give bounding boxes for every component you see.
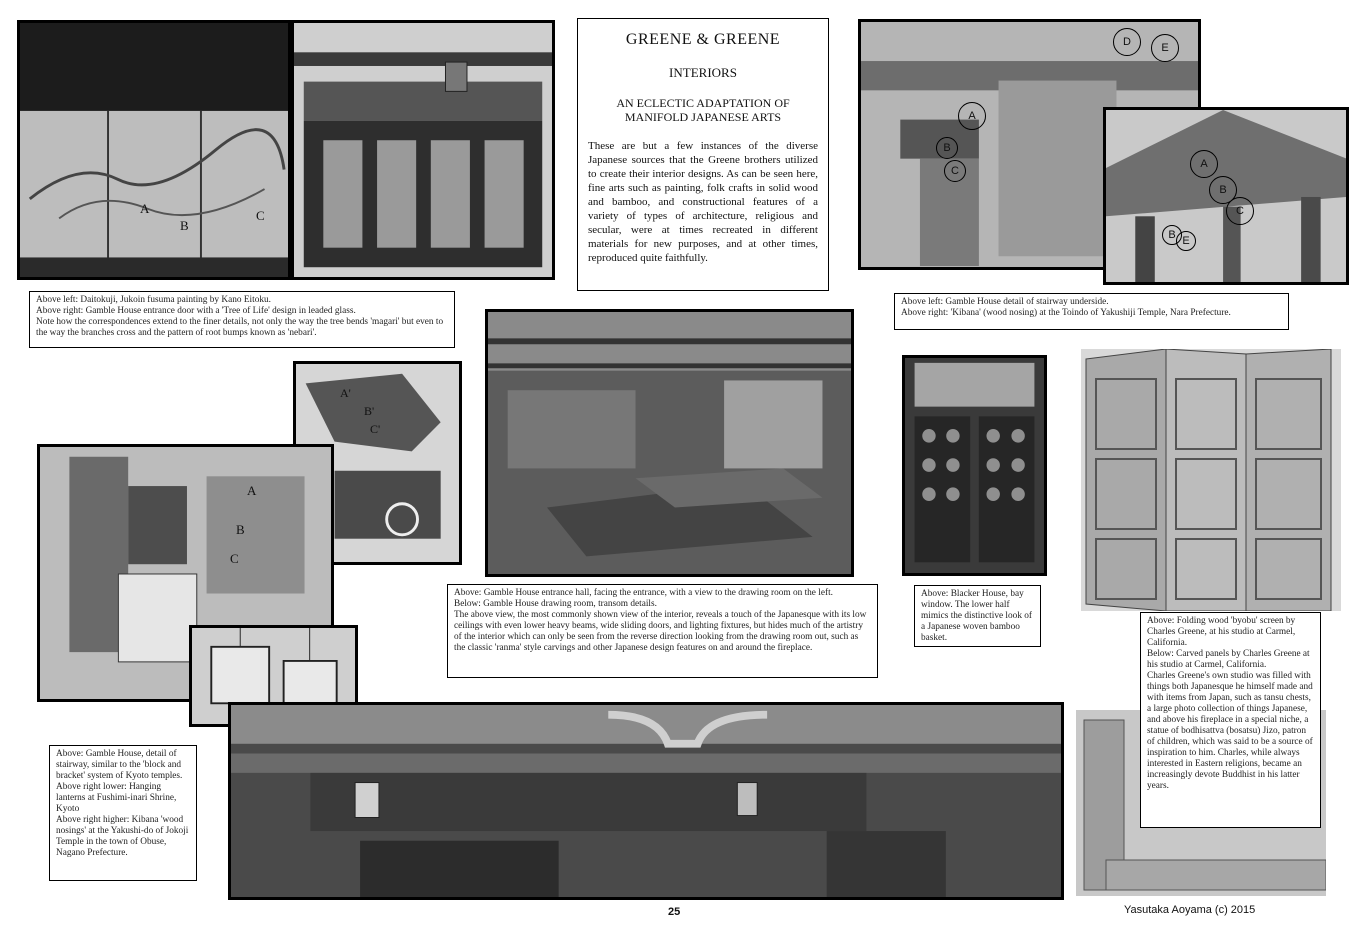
page-subheading: INTERIORS [669, 65, 737, 80]
photo-kibana-yakushiji [1103, 107, 1349, 285]
caption-blacker-house [914, 585, 1041, 647]
copyright-notice: Yasutaka Aoyama (c) 2015 [1124, 904, 1256, 916]
caption-line: Note how the correspondences extend to the finer details, not only the way the tree bends 'magari' but even to the way the branches cross and the pattern of root bumps known as 'nebari'. [36, 316, 444, 338]
caption-line: Above: Blacker House, bay window. The lower half mimics the distinctive look of a Japanese woven bamboo basket. [921, 589, 1033, 643]
caption-line: Above: Folding wood 'byobu' screen by Charles Greene, at his studio at Carmel, California. [1147, 616, 1296, 648]
drawing-room-illustration [231, 705, 1061, 897]
byobu-illustration [1081, 349, 1341, 611]
marker-c: C [256, 208, 265, 223]
caption-line: Below: Carved panels by Charles Greene at his studio at Carmel, California. [1147, 648, 1310, 670]
marker-a: A [958, 102, 986, 130]
caption-line: Above right: Gamble House entrance door with a 'Tree of Life' design in leaded glass. [36, 305, 356, 316]
photo-daitokuji-fusuma [17, 20, 291, 280]
marker-e: E [1176, 231, 1196, 251]
marker-b: B [1162, 225, 1182, 245]
photo-gamble-drawing-room [228, 702, 1064, 900]
page-heading: GREENE & GREENE [625, 31, 781, 48]
caption-stairway-kibana [894, 293, 1289, 330]
marker-d: D [1113, 28, 1141, 56]
fusuma-illustration [20, 23, 288, 277]
caption-stair-lanterns [49, 745, 197, 881]
caption-line: Above right lower: Hanging lanterns at Fushimi-inari Shrine, Kyoto [56, 781, 177, 814]
marker-b: B [936, 137, 958, 159]
caption-line: Below: Gamble House drawing room, transom details. [454, 598, 657, 609]
page-tagline: AN ECLECTIC ADAPTATION OF MANIFOLD JAPANESE ARTS [616, 96, 790, 124]
caption-line: Above right: 'Kibana' (wood nosing) at the Toindo of Yakushiji Temple, Nara Prefecture. [901, 307, 1231, 318]
marker-c-prime: C' [370, 422, 381, 436]
caption-line: Above right higher: Kibana 'wood nosings' at the Yakushi-do of Jokoji Temple in the town of Obuse, Nagano Prefecture. [56, 814, 189, 858]
bay-window-illustration [905, 358, 1044, 573]
marker-b: B [180, 218, 189, 233]
caption-line: Above left: Gamble House detail of stairway underside. [901, 297, 1109, 307]
caption-line: The above view, the most commonly shown view of the interior, reveals a touch of the Japanesque with its low ceilings with even lower heavy beams, wide sliding doors, and lighting fixtures, but hides much of the artistry of the interior which can only be seen from the reverse direction looking from the drawing room out, such as the classic 'ranma' style carvings and other Japanese design features on and around the fireplace. [454, 609, 867, 653]
caption-line: Above: Gamble House entrance hall, facing the entrance, with a view to the drawing room on the left. [454, 588, 833, 598]
photo-gamble-entrance-hall [485, 309, 854, 577]
photo-gamble-entrance-door [291, 20, 555, 280]
photo-byobu-screen [1081, 349, 1341, 611]
marker-c: C [230, 551, 239, 566]
page-number: 25 [668, 906, 681, 918]
intro-paragraph: These are but a few instances of the diverse Japanese sources that the Greene brothers utilized to create their interior designs. As can be seen here, fine arts such as painting, folk crafts in solid wood and bamboo, and constructional features of a variety of types of architecture, religious and secular, were at times recreated in different materials for new purposes, and at other times, reproduced quite faithfully. [588, 139, 818, 265]
marker-a: A [247, 483, 257, 498]
marker-b: B [236, 522, 245, 537]
caption-byobu-studio [1140, 612, 1321, 828]
caption-line: Above left: Daitokuji, Jukoin fusuma painting by Kano Eitoku. [36, 295, 271, 305]
caption-fusuma-door [29, 291, 455, 348]
caption-line: Above: Gamble House, detail of stairway, similar to the 'block and bracket' system of Kyoto temples. [56, 749, 183, 781]
marker-b-prime: B' [364, 404, 375, 418]
door-illustration [294, 23, 552, 277]
photo-blacker-bay-window [902, 355, 1047, 576]
marker-a: A [140, 201, 150, 216]
marker-b: B [1209, 176, 1237, 204]
marker-a: A [1190, 150, 1218, 178]
caption-line: Charles Greene's own studio was filled with things both Japanesque he himself made and with items from Japan, such as tansu chests, a large photo collection of things Japanese, and above his fireplace in a special niche, a statue of bodhisattva (bosatsu) Jizo, patron of children, which was said to be a source of inspiration to him. Charles, while always interested in Eastern religions, became an increasingly devote Buddhist in his latter years. [1147, 670, 1313, 791]
marker-e: E [1151, 34, 1179, 62]
hall-illustration [488, 312, 851, 574]
marker-c: C [1226, 197, 1254, 225]
marker-a-prime: A' [340, 386, 351, 400]
marker-c: C [944, 160, 966, 182]
title-panel [577, 18, 829, 291]
caption-entrance-hall [447, 584, 878, 678]
